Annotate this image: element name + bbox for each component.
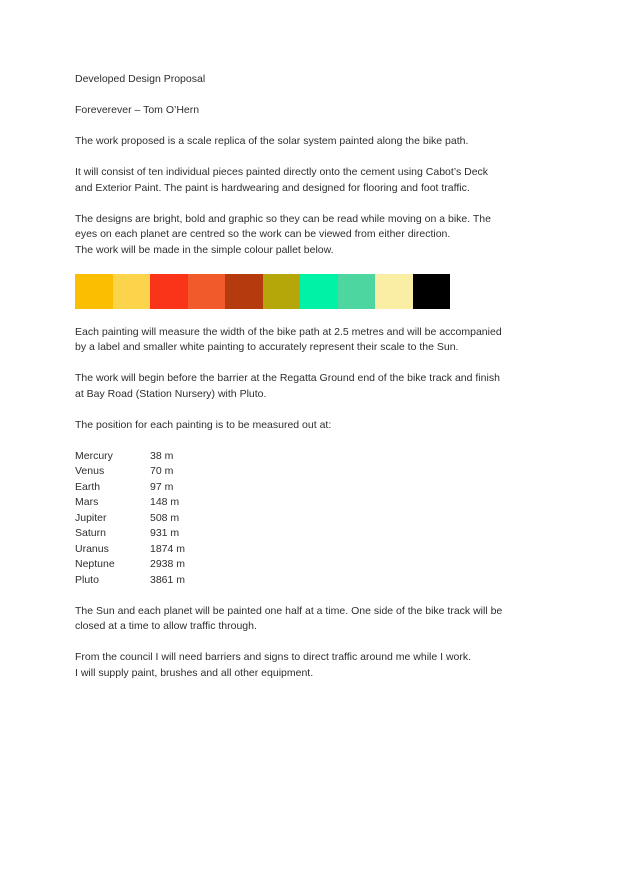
paragraph-line: The Sun and each planet will be painted one half at a time. One side of the bike track will be	[75, 604, 503, 617]
paragraph-line: The work will be made in the simple colour pallet below.	[75, 243, 334, 256]
planet-distance: 508 m	[150, 511, 180, 524]
table-row	[75, 495, 555, 511]
paragraph-council-needs	[75, 650, 555, 681]
paragraph-line: at Bay Road (Station Nursery) with Pluto.	[75, 387, 267, 400]
paragraph-line: It will consist of ten individual pieces painted directly onto the cement using Cabot’s Deck	[75, 166, 489, 178]
table-row	[75, 480, 555, 496]
planet-distance: 931 m	[150, 527, 180, 539]
paragraph-line: closed at a time to allow traffic through.	[75, 620, 257, 632]
palette-swatch-golden-yellow	[75, 274, 113, 309]
paragraph-materials	[75, 165, 555, 196]
planet-distance: 70 m	[150, 465, 174, 477]
document-content	[75, 72, 555, 697]
palette-swatch-light-yellow	[113, 274, 151, 309]
table-row	[75, 464, 555, 480]
planet-name: Saturn	[75, 527, 106, 539]
planet-name: Neptune	[75, 558, 115, 570]
palette-swatch-black	[413, 274, 451, 309]
table-row	[75, 557, 555, 573]
palette-swatch-orange	[188, 274, 226, 309]
paragraph-line: eyes on each planet are centred so the work can be viewed from either direction.	[75, 228, 451, 240]
paragraph-line: The work proposed is a scale replica of the solar system painted along the bike path.	[75, 135, 469, 147]
paragraph-overview	[75, 134, 555, 150]
palette-swatch-cream	[375, 274, 413, 309]
colour-palette-strip	[75, 274, 450, 309]
table-row	[75, 542, 555, 558]
table-row	[75, 526, 555, 542]
paragraph-line: Each painting will measure the width of the bike path at 2.5 metres and will be accompanied	[75, 325, 502, 338]
paragraph-size	[75, 325, 555, 356]
paragraph-line: The work will begin before the barrier at the Regatta Ground end of the bike track and finish	[75, 372, 500, 384]
planet-name: Mercury	[75, 449, 113, 462]
positions-intro: The position for each painting is to be measured out at:	[75, 418, 332, 431]
table-row	[75, 449, 555, 465]
planet-distance: 3861 m	[150, 573, 186, 586]
palette-swatch-brick-red	[225, 274, 263, 309]
paragraph-line: I will supply paint, brushes and all other equipment.	[75, 666, 314, 679]
planet-name: Jupiter	[75, 511, 107, 524]
paragraph-painting-method	[75, 604, 555, 635]
planet-distance: 97 m	[150, 480, 174, 493]
document-title: Developed Design Proposal	[75, 73, 206, 85]
paragraph-route	[75, 371, 555, 402]
table-row	[75, 511, 555, 527]
paragraph-design	[75, 212, 555, 259]
paragraph-line: and Exterior Paint. The paint is hardwearing and designed for flooring and foot traffic.	[75, 181, 470, 194]
planet-distance: 38 m	[150, 449, 174, 462]
palette-swatch-teal	[338, 274, 376, 309]
planet-name: Venus	[75, 465, 105, 477]
paragraph-line: by a label and smaller white painting to accurately represent their scale to the Sun.	[75, 341, 459, 353]
planet-distance: 1874 m	[150, 542, 186, 555]
table-row	[75, 573, 555, 589]
planet-name: Uranus	[75, 542, 109, 555]
planet-name: Earth	[75, 480, 101, 493]
palette-swatch-spring-green	[300, 274, 338, 309]
paragraph-line: The designs are bright, bold and graphic so they can be read while moving on a bike. The	[75, 212, 491, 225]
planet-positions-table	[75, 449, 555, 589]
planet-distance: 2938 m	[150, 558, 186, 570]
document-byline: Foreverever – Tom O’Hern	[75, 104, 200, 116]
palette-swatch-red	[150, 274, 188, 309]
paragraph-line: From the council I will need barriers and signs to direct traffic around me while I work.	[75, 651, 472, 663]
planet-distance: 148 m	[150, 496, 180, 508]
planet-name: Mars	[75, 496, 99, 508]
palette-swatch-olive	[263, 274, 301, 309]
planet-name: Pluto	[75, 573, 99, 586]
